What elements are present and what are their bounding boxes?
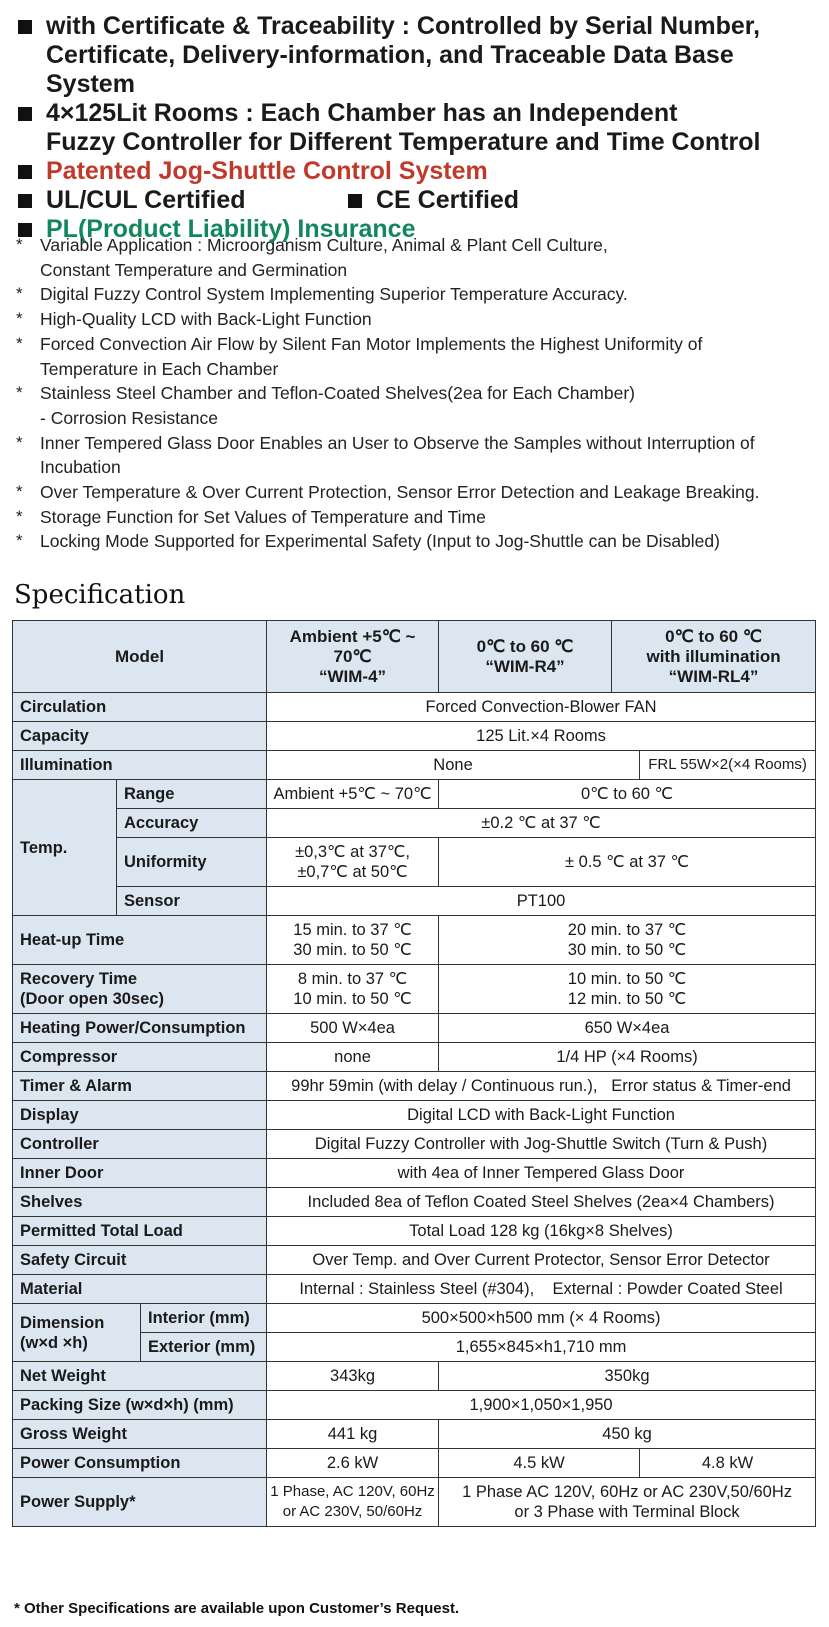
row-label: Controller (13, 1130, 267, 1159)
note-text: Stainless Steel Chamber and Teflon-Coated Shelves(2ea for Each Chamber) (40, 383, 635, 404)
spec-table (12, 620, 816, 1527)
table-row (13, 693, 816, 722)
table-row (13, 1478, 816, 1527)
row-label: Range (117, 780, 267, 809)
cell-value: Digital LCD with Back-Light Function (267, 1101, 816, 1130)
cell-value: 450 kg (439, 1420, 816, 1449)
table-row (13, 809, 816, 838)
cell-value: 1,655×845×h1,710 mm (267, 1333, 816, 1362)
feature-text: Fuzzy Controller for Different Temperature and Time Control (46, 128, 761, 156)
asterisk-icon: * (16, 383, 23, 403)
note-text: Locking Mode Supported for Experimental Safety (Input to Jog-Shuttle can be Disabled) (40, 531, 720, 552)
model-header: Model (13, 621, 267, 693)
cell-value: 99hr 59min (with delay / Continuous run.), Error status & Timer-end (267, 1072, 816, 1101)
cell-value: Ambient +5℃ ~ 70℃ (267, 780, 439, 809)
square-bullet-icon (18, 165, 32, 179)
row-label: Capacity (13, 722, 267, 751)
table-row (13, 916, 816, 965)
square-bullet-icon (18, 107, 32, 121)
note-item (16, 381, 826, 430)
note-text: Forced Convection Air Flow by Silent Fan Motor Implements the Highest Uniformity of (40, 333, 703, 354)
feature-list (14, 12, 824, 244)
table-row (13, 965, 816, 1014)
cell-value: 4.5 kW (439, 1449, 640, 1478)
table-row (13, 751, 816, 780)
table-row (13, 1449, 816, 1478)
asterisk-icon: * (16, 506, 23, 526)
table-row (13, 1304, 816, 1333)
row-label: Inner Door (13, 1159, 267, 1188)
row-label: Safety Circuit (13, 1246, 267, 1275)
feature-text: with Certificate & Traceability : Controlled by Serial Number, (46, 12, 761, 40)
cell-value: 4.8 kW (640, 1449, 816, 1478)
note-item (16, 505, 826, 530)
table-row (13, 1246, 816, 1275)
note-text: Variable Application : Microorganism Culture, Animal & Plant Cell Culture, (40, 235, 608, 255)
model-wim-rl4: 0℃ to 60 ℃ with illumination “WIM-RL4” (612, 621, 816, 693)
cell-value: 8 min. to 37 ℃ 10 min. to 50 ℃ (267, 965, 439, 1014)
cell-value: 10 min. to 50 ℃ 12 min. to 50 ℃ (439, 965, 816, 1014)
row-label: Dimension (w×d ×h) (13, 1304, 141, 1362)
note-item (16, 431, 826, 480)
asterisk-icon: * (16, 235, 23, 254)
cell-value: Internal : Stainless Steel (#304), External : Powder Coated Steel (267, 1275, 816, 1304)
cell-value: PT100 (267, 887, 816, 916)
row-label: Power Consumption (13, 1449, 267, 1478)
feature-jog-shuttle (14, 157, 824, 186)
note-text: Constant Temperature and Germination (40, 259, 348, 280)
row-label: Illumination (13, 751, 267, 780)
cell-value: Digital Fuzzy Controller with Jog-Shuttle Switch (Turn & Push) (267, 1130, 816, 1159)
row-label: Temp. (13, 780, 117, 916)
note-text: Inner Tempered Glass Door Enables an User to Observe the Samples without Interruption of (40, 432, 755, 453)
asterisk-icon: * (16, 309, 23, 329)
feature-text: 4×125Lit Rooms : Each Chamber has an Independent (46, 99, 678, 127)
row-label: Sensor (117, 887, 267, 916)
cell-value: none (267, 1043, 439, 1072)
cell-value: 650 W×4ea (439, 1014, 816, 1043)
cell-value: with 4ea of Inner Tempered Glass Door (267, 1159, 816, 1188)
row-label: Material (13, 1275, 267, 1304)
footnote: * Other Specifications are available upon Customer’s Request. (14, 1600, 460, 1617)
row-label: Interior (mm) (141, 1304, 267, 1333)
notes-list (16, 233, 826, 554)
asterisk-icon: * (16, 482, 23, 502)
row-label: Heating Power/Consumption (13, 1014, 267, 1043)
table-row (13, 1275, 816, 1304)
square-bullet-icon (18, 194, 32, 208)
cell-value: 343kg (267, 1362, 439, 1391)
note-text: High-Quality LCD with Back-Light Function (40, 309, 372, 330)
cell-value: 1/4 HP (×4 Rooms) (439, 1043, 816, 1072)
table-row (13, 838, 816, 887)
cell-value: ± 0.5 ℃ at 37 ℃ (439, 838, 816, 887)
note-text: Temperature in Each Chamber (40, 358, 279, 379)
model-wim-4: Ambient +5℃ ~ 70℃ “WIM-4” (267, 621, 439, 693)
row-label: Recovery Time (Door open 30sec) (13, 965, 267, 1014)
row-label: Uniformity (117, 838, 267, 887)
cell-value: 1,900×1,050×1,950 (267, 1391, 816, 1420)
note-text: Storage Function for Set Values of Temperature and Time (40, 506, 486, 527)
cell-value: Included 8ea of Teflon Coated Steel Shelves (2ea×4 Chambers) (267, 1188, 816, 1217)
cell-value: 2.6 kW (267, 1449, 439, 1478)
feature-ce: CE Certified (376, 186, 520, 214)
feature-text: Patented Jog-Shuttle Control System (46, 157, 488, 185)
table-row (13, 780, 816, 809)
feature-ul-cul: UL/CUL Certified (46, 186, 246, 214)
row-label: Exterior (mm) (141, 1333, 267, 1362)
table-row (13, 1014, 816, 1043)
cell-value: Over Temp. and Over Current Protector, Sensor Error Detector (267, 1246, 816, 1275)
cell-value: 500 W×4ea (267, 1014, 439, 1043)
cell-value: 15 min. to 37 ℃ 30 min. to 50 ℃ (267, 916, 439, 965)
spec-title: Specification (14, 580, 186, 610)
square-bullet-icon (348, 194, 362, 208)
cell-value: ±0,3℃ at 37℃, ±0,7℃ at 50℃ (267, 838, 439, 887)
model-wim-r4: 0℃ to 60 ℃ “WIM-R4” (439, 621, 612, 693)
asterisk-icon: * (16, 333, 23, 353)
table-row (13, 1101, 816, 1130)
cell-value: 1 Phase AC 120V, 60Hz or AC 230V,50/60Hz or 3 Phase with Terminal Block (439, 1478, 816, 1527)
table-row (13, 621, 816, 693)
row-label: Packing Size (w×d×h) (mm) (13, 1391, 267, 1420)
row-label: Display (13, 1101, 267, 1130)
table-row (13, 1072, 816, 1101)
table-row (13, 722, 816, 751)
cell-value: FRL 55W×2(×4 Rooms) (640, 751, 816, 780)
row-label: Compressor (13, 1043, 267, 1072)
note-item (16, 332, 826, 381)
note-item (16, 307, 826, 332)
cell-value: 0℃ to 60 ℃ (439, 780, 816, 809)
row-label: Timer & Alarm (13, 1072, 267, 1101)
table-row (13, 887, 816, 916)
note-item (16, 480, 826, 505)
row-label: Gross Weight (13, 1420, 267, 1449)
asterisk-icon: * (16, 531, 23, 551)
cell-value: Forced Convection-Blower FAN (267, 693, 816, 722)
row-label: Accuracy (117, 809, 267, 838)
cell-value: 441 kg (267, 1420, 439, 1449)
note-text: Digital Fuzzy Control System Implementing Superior Temperature Accuracy. (40, 284, 628, 305)
table-row (13, 1188, 816, 1217)
feature-certifications (14, 186, 824, 215)
cell-value: None (267, 751, 640, 780)
asterisk-icon: * (16, 432, 23, 452)
row-label: Power Supply* (13, 1478, 267, 1527)
note-item (16, 529, 826, 554)
table-row (13, 1362, 816, 1391)
row-label: Heat-up Time (13, 916, 267, 965)
table-row (13, 1391, 816, 1420)
table-row (13, 1159, 816, 1188)
row-label: Net Weight (13, 1362, 267, 1391)
asterisk-icon: * (16, 284, 23, 304)
note-text: Incubation (40, 457, 121, 478)
cell-value: 1 Phase, AC 120V, 60Hz or AC 230V, 50/60Hz (267, 1478, 439, 1527)
note-item (16, 233, 826, 282)
table-row (13, 1130, 816, 1159)
table-row (13, 1420, 816, 1449)
square-bullet-icon (18, 20, 32, 34)
feature-rooms (14, 99, 824, 157)
note-item (16, 282, 826, 307)
row-label: Permitted Total Load (13, 1217, 267, 1246)
table-row (13, 1217, 816, 1246)
note-text: Over Temperature & Over Current Protection, Sensor Error Detection and Leakage Breaking. (40, 482, 760, 503)
note-text: - Corrosion Resistance (40, 407, 218, 428)
cell-value: 125 Lit.×4 Rooms (267, 722, 816, 751)
cell-value: 500×500×h500 mm (× 4 Rooms) (267, 1304, 816, 1333)
feature-certificate (14, 12, 824, 99)
row-label: Shelves (13, 1188, 267, 1217)
cell-value: 20 min. to 37 ℃ 30 min. to 50 ℃ (439, 916, 816, 965)
cell-value: Total Load 128 kg (16kg×8 Shelves) (267, 1217, 816, 1246)
feature-text: Certificate, Delivery-information, and Traceable Data Base System (46, 41, 734, 98)
cell-value: ±0.2 ℃ at 37 ℃ (267, 809, 816, 838)
table-row (13, 1043, 816, 1072)
row-label: Circulation (13, 693, 267, 722)
feature-text: PL(Product Liability) Insurance (46, 215, 416, 243)
cell-value: 350kg (439, 1362, 816, 1391)
